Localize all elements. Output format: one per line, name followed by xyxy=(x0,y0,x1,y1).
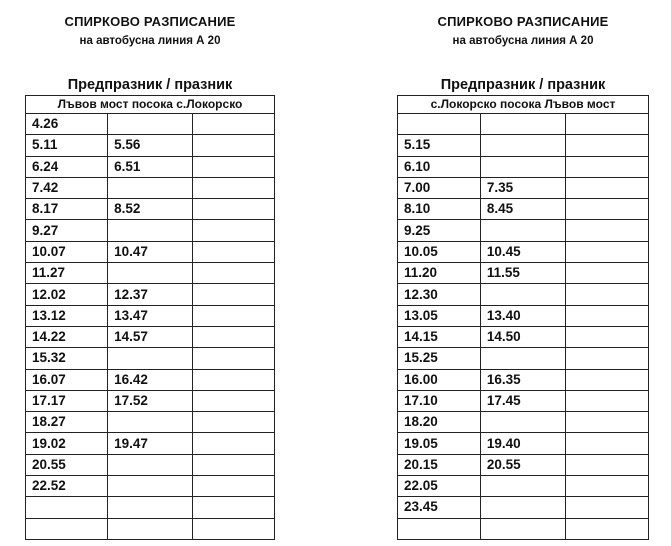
table-row xyxy=(398,518,649,539)
table-row xyxy=(398,199,649,220)
timetable xyxy=(25,95,275,540)
time-cell xyxy=(192,518,274,539)
time-cell: 15.25 xyxy=(398,348,481,369)
time-cell: 14.22 xyxy=(26,326,108,347)
time-cell xyxy=(108,497,193,518)
table-row xyxy=(398,220,649,241)
time-cell: 17.17 xyxy=(26,390,108,411)
time-cell xyxy=(566,497,649,518)
time-cell: 5.56 xyxy=(108,135,193,156)
table-row xyxy=(398,476,649,497)
time-cell: 17.52 xyxy=(108,390,193,411)
time-cell xyxy=(480,497,565,518)
time-cell: 10.45 xyxy=(480,241,565,262)
schedule-title: СПИРКОВО РАЗПИСАНИЕ xyxy=(437,14,609,29)
table-row xyxy=(398,114,649,135)
time-cell: 10.05 xyxy=(398,241,481,262)
time-cell xyxy=(108,518,193,539)
time-cell: 16.42 xyxy=(108,369,193,390)
time-cell xyxy=(192,199,274,220)
table-row xyxy=(26,390,275,411)
time-cell: 14.50 xyxy=(480,326,565,347)
time-cell: 6.51 xyxy=(108,156,193,177)
time-cell: 13.12 xyxy=(26,305,108,326)
day-type-heading: Предпразник / празник xyxy=(440,77,606,93)
time-cell: 9.27 xyxy=(26,220,108,241)
table-row xyxy=(26,114,275,135)
table-row xyxy=(26,326,275,347)
time-cell: 13.05 xyxy=(398,305,481,326)
route-direction-label: с.Локорско посока Лъвов мост xyxy=(398,96,649,114)
time-cell xyxy=(566,454,649,475)
time-cell: 18.20 xyxy=(398,412,481,433)
table-row xyxy=(26,497,275,518)
time-cell: 12.30 xyxy=(398,284,481,305)
time-cell xyxy=(192,114,274,135)
time-cell: 5.11 xyxy=(26,135,108,156)
time-cell xyxy=(566,326,649,347)
table-row xyxy=(398,241,649,262)
time-cell xyxy=(566,390,649,411)
time-cell xyxy=(566,114,649,135)
table-row xyxy=(398,156,649,177)
time-cell xyxy=(192,220,274,241)
table-row xyxy=(26,199,275,220)
time-cell xyxy=(480,348,565,369)
time-cell: 19.02 xyxy=(26,433,108,454)
time-cell: 19.05 xyxy=(398,433,481,454)
time-cell: 11.55 xyxy=(480,263,565,284)
table-row xyxy=(26,412,275,433)
time-cell: 12.02 xyxy=(26,284,108,305)
time-cell: 23.45 xyxy=(398,497,481,518)
right-schedule-panel xyxy=(397,14,649,515)
table-row xyxy=(26,476,275,497)
time-cell: 4.26 xyxy=(26,114,108,135)
route-direction-row xyxy=(26,96,275,114)
time-cell xyxy=(26,518,108,539)
time-cell: 16.07 xyxy=(26,369,108,390)
time-cell xyxy=(566,177,649,198)
time-cell xyxy=(566,412,649,433)
time-cell xyxy=(566,263,649,284)
time-cell xyxy=(192,348,274,369)
time-cell: 20.55 xyxy=(480,454,565,475)
day-type-heading: Предпразник / празник xyxy=(67,77,233,93)
schedule-title: СПИРКОВО РАЗПИСАНИЕ xyxy=(64,14,236,29)
time-cell: 11.27 xyxy=(26,263,108,284)
time-cell: 6.10 xyxy=(398,156,481,177)
time-cell: 8.45 xyxy=(480,199,565,220)
table-row xyxy=(26,135,275,156)
time-cell xyxy=(26,497,108,518)
time-cell: 7.42 xyxy=(26,177,108,198)
left-schedule-panel xyxy=(25,14,275,494)
table-row xyxy=(26,284,275,305)
time-cell: 19.40 xyxy=(480,433,565,454)
time-cell: 22.05 xyxy=(398,476,481,497)
time-cell xyxy=(192,284,274,305)
time-cell: 5.15 xyxy=(398,135,481,156)
time-cell xyxy=(108,454,193,475)
time-cell: 10.47 xyxy=(108,241,193,262)
time-cell: 6.24 xyxy=(26,156,108,177)
time-cell xyxy=(566,220,649,241)
time-cell xyxy=(192,412,274,433)
time-cell xyxy=(480,284,565,305)
time-cell xyxy=(566,348,649,369)
time-cell: 11.20 xyxy=(398,263,481,284)
time-cell xyxy=(480,220,565,241)
table-row xyxy=(26,454,275,475)
time-cell xyxy=(566,305,649,326)
time-cell: 12.37 xyxy=(108,284,193,305)
time-cell: 20.15 xyxy=(398,454,481,475)
timetable xyxy=(397,95,649,540)
time-cell xyxy=(566,156,649,177)
time-cell xyxy=(192,326,274,347)
table-row xyxy=(398,497,649,518)
time-cell xyxy=(566,518,649,539)
time-cell xyxy=(480,135,565,156)
time-cell xyxy=(192,433,274,454)
time-cell: 15.32 xyxy=(26,348,108,369)
time-cell: 8.10 xyxy=(398,199,481,220)
time-cell xyxy=(566,476,649,497)
time-cell: 10.07 xyxy=(26,241,108,262)
time-cell xyxy=(566,199,649,220)
table-row xyxy=(398,177,649,198)
time-cell xyxy=(108,476,193,497)
time-cell: 7.35 xyxy=(480,177,565,198)
line-subtitle: на автобусна линия А 20 xyxy=(79,35,221,47)
time-cell xyxy=(480,156,565,177)
time-cell: 14.57 xyxy=(108,326,193,347)
time-cell xyxy=(480,114,565,135)
time-cell xyxy=(566,284,649,305)
table-row xyxy=(26,156,275,177)
time-cell xyxy=(108,412,193,433)
time-cell: 13.47 xyxy=(108,305,193,326)
table-row xyxy=(398,412,649,433)
time-cell: 18.27 xyxy=(26,412,108,433)
time-cell: 8.17 xyxy=(26,199,108,220)
time-cell xyxy=(566,369,649,390)
time-cell xyxy=(398,114,481,135)
time-cell: 8.52 xyxy=(108,199,193,220)
time-cell xyxy=(192,156,274,177)
table-row xyxy=(26,263,275,284)
time-cell: 17.45 xyxy=(480,390,565,411)
route-direction-label: Лъвов мост посока с.Локорско xyxy=(26,96,275,114)
time-cell: 9.25 xyxy=(398,220,481,241)
time-cell: 7.00 xyxy=(398,177,481,198)
table-row xyxy=(398,433,649,454)
table-row xyxy=(398,263,649,284)
table-row xyxy=(26,241,275,262)
time-cell xyxy=(108,114,193,135)
table-row xyxy=(26,518,275,539)
time-cell xyxy=(566,241,649,262)
time-cell xyxy=(480,518,565,539)
time-cell xyxy=(108,263,193,284)
time-cell: 13.40 xyxy=(480,305,565,326)
time-cell xyxy=(192,497,274,518)
table-row xyxy=(26,369,275,390)
time-cell xyxy=(192,390,274,411)
time-cell xyxy=(192,241,274,262)
time-cell xyxy=(108,177,193,198)
table-row xyxy=(398,305,649,326)
table-row xyxy=(26,220,275,241)
time-cell: 20.55 xyxy=(26,454,108,475)
table-row xyxy=(398,135,649,156)
time-cell xyxy=(566,135,649,156)
time-cell: 16.35 xyxy=(480,369,565,390)
time-cell xyxy=(192,177,274,198)
time-cell xyxy=(192,454,274,475)
table-row xyxy=(26,177,275,198)
table-row xyxy=(398,326,649,347)
time-cell xyxy=(108,348,193,369)
time-cell: 14.15 xyxy=(398,326,481,347)
table-row xyxy=(26,348,275,369)
time-cell: 16.00 xyxy=(398,369,481,390)
time-cell xyxy=(398,518,481,539)
table-row xyxy=(398,369,649,390)
time-cell xyxy=(192,263,274,284)
time-cell xyxy=(192,369,274,390)
table-row xyxy=(398,390,649,411)
line-subtitle: на автобусна линия А 20 xyxy=(452,35,594,47)
table-row xyxy=(398,348,649,369)
time-cell xyxy=(192,305,274,326)
time-cell xyxy=(566,433,649,454)
time-cell: 17.10 xyxy=(398,390,481,411)
time-cell xyxy=(192,476,274,497)
time-cell: 22.52 xyxy=(26,476,108,497)
time-cell xyxy=(192,135,274,156)
table-row xyxy=(26,433,275,454)
table-row xyxy=(398,454,649,475)
time-cell: 19.47 xyxy=(108,433,193,454)
route-direction-row xyxy=(398,96,649,114)
time-cell xyxy=(480,412,565,433)
table-row xyxy=(398,284,649,305)
time-cell xyxy=(480,476,565,497)
time-cell xyxy=(108,220,193,241)
table-row xyxy=(26,305,275,326)
